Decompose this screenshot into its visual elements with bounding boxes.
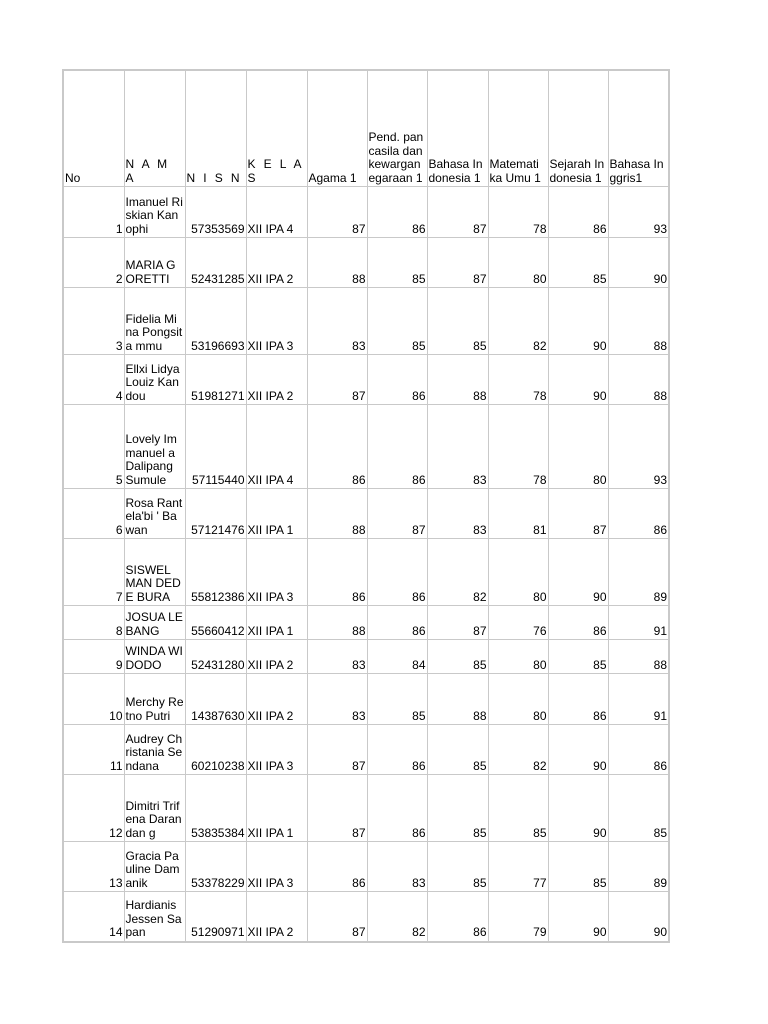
cell-matematika: 80 — [488, 539, 548, 606]
cell-pkn: 86 — [367, 725, 427, 775]
cell-pkn: 85 — [367, 238, 427, 288]
cell-matematika: 76 — [488, 606, 548, 640]
cell-sejarah: 90 — [548, 288, 608, 355]
cell-bahasa-inggris: 90 — [608, 892, 669, 942]
header-pkn: Pend. pancasila dan kewargan egaraan 1 — [367, 70, 427, 187]
cell-kelas: XII IPA 3 — [246, 842, 307, 892]
cell-no: 9 — [63, 640, 124, 674]
header-matematika: Matemati ka Umu 1 — [488, 70, 548, 187]
cell-nisn: 51981271 — [185, 355, 246, 405]
cell-bahasa-inggris: 88 — [608, 355, 669, 405]
cell-kelas: XII IPA 4 — [246, 405, 307, 489]
cell-kelas: XII IPA 1 — [246, 606, 307, 640]
cell-pkn: 85 — [367, 674, 427, 725]
cell-bahasa-indonesia: 87 — [427, 187, 488, 238]
cell-matematika: 80 — [488, 238, 548, 288]
cell-pkn: 86 — [367, 355, 427, 405]
cell-nama: SISWEL MAN DEDE BURA — [124, 539, 185, 606]
cell-bahasa-indonesia: 85 — [427, 725, 488, 775]
cell-nama: MARIA GORETTI — [124, 238, 185, 288]
cell-nama: Imanuel Riskian Kanophi — [124, 187, 185, 238]
cell-no: 3 — [63, 288, 124, 355]
cell-no: 10 — [63, 674, 124, 725]
header-no: No — [63, 70, 124, 187]
table-row — [63, 355, 669, 405]
cell-bahasa-indonesia: 85 — [427, 775, 488, 842]
cell-bahasa-inggris: 89 — [608, 539, 669, 606]
cell-agama: 83 — [307, 674, 367, 725]
cell-pkn: 86 — [367, 405, 427, 489]
header-bahasa-inggris: Bahasa Inggris1 — [608, 70, 669, 187]
cell-sejarah: 90 — [548, 892, 608, 942]
table-row — [63, 489, 669, 539]
cell-nama: Lovely Immanuel a Dalipang Sumule — [124, 405, 185, 489]
cell-bahasa-indonesia: 88 — [427, 674, 488, 725]
cell-agama: 83 — [307, 288, 367, 355]
cell-bahasa-inggris: 90 — [608, 238, 669, 288]
cell-nama: Hardianis Jessen Sapan — [124, 892, 185, 942]
cell-nisn: 53378229 — [185, 842, 246, 892]
table-row — [63, 606, 669, 640]
cell-nisn: 57353569 — [185, 187, 246, 238]
cell-agama: 88 — [307, 489, 367, 539]
cell-nama: Rosa Rantela'bi ' Bawan — [124, 489, 185, 539]
cell-nisn: 55812386 — [185, 539, 246, 606]
cell-nisn: 60210238 — [185, 725, 246, 775]
header-agama: Agama 1 — [307, 70, 367, 187]
cell-no: 8 — [63, 606, 124, 640]
cell-kelas: XII IPA 4 — [246, 187, 307, 238]
header-row — [63, 70, 669, 187]
table-row — [63, 775, 669, 842]
cell-bahasa-indonesia: 85 — [427, 842, 488, 892]
cell-nama: Merchy Retno Putri — [124, 674, 185, 725]
header-nisn: N I S N — [185, 70, 246, 187]
cell-matematika: 79 — [488, 892, 548, 942]
cell-kelas: XII IPA 2 — [246, 674, 307, 725]
cell-pkn: 85 — [367, 288, 427, 355]
header-nama: N A M A — [124, 70, 185, 187]
cell-matematika: 82 — [488, 288, 548, 355]
cell-sejarah: 86 — [548, 674, 608, 725]
cell-no: 4 — [63, 355, 124, 405]
cell-bahasa-inggris: 91 — [608, 606, 669, 640]
cell-matematika: 82 — [488, 725, 548, 775]
cell-sejarah: 85 — [548, 842, 608, 892]
cell-no: 1 — [63, 187, 124, 238]
cell-matematika: 78 — [488, 187, 548, 238]
cell-sejarah: 90 — [548, 539, 608, 606]
table-row — [63, 640, 669, 674]
cell-sejarah: 90 — [548, 355, 608, 405]
cell-nama: JOSUA LEBANG — [124, 606, 185, 640]
cell-bahasa-inggris: 88 — [608, 640, 669, 674]
cell-pkn: 83 — [367, 842, 427, 892]
cell-sejarah: 87 — [548, 489, 608, 539]
cell-nisn: 53835384 — [185, 775, 246, 842]
cell-sejarah: 90 — [548, 775, 608, 842]
cell-bahasa-indonesia: 88 — [427, 355, 488, 405]
cell-bahasa-inggris: 89 — [608, 842, 669, 892]
cell-no: 13 — [63, 842, 124, 892]
cell-kelas: XII IPA 3 — [246, 725, 307, 775]
cell-sejarah: 80 — [548, 405, 608, 489]
cell-nama: Gracia Pauline Damanik — [124, 842, 185, 892]
cell-no: 7 — [63, 539, 124, 606]
cell-bahasa-indonesia: 87 — [427, 238, 488, 288]
cell-pkn: 82 — [367, 892, 427, 942]
cell-nisn: 14387630 — [185, 674, 246, 725]
cell-agama: 86 — [307, 539, 367, 606]
cell-bahasa-inggris: 88 — [608, 288, 669, 355]
table-row — [63, 892, 669, 942]
cell-bahasa-inggris: 86 — [608, 489, 669, 539]
cell-pkn: 86 — [367, 606, 427, 640]
table-row — [63, 288, 669, 355]
cell-nama: Dimitri Trifena Darandan g — [124, 775, 185, 842]
cell-kelas: XII IPA 2 — [246, 640, 307, 674]
header-sejarah: Sejarah Indonesia 1 — [548, 70, 608, 187]
cell-matematika: 85 — [488, 775, 548, 842]
cell-agama: 87 — [307, 725, 367, 775]
cell-nama: Audrey Christania Sendana — [124, 725, 185, 775]
cell-pkn: 84 — [367, 640, 427, 674]
cell-bahasa-inggris: 93 — [608, 405, 669, 489]
cell-sejarah: 86 — [548, 606, 608, 640]
cell-bahasa-indonesia: 86 — [427, 892, 488, 942]
table-row — [63, 187, 669, 238]
cell-pkn: 87 — [367, 489, 427, 539]
cell-sejarah: 90 — [548, 725, 608, 775]
cell-agama: 87 — [307, 775, 367, 842]
cell-nisn: 51290971 — [185, 892, 246, 942]
cell-matematika: 77 — [488, 842, 548, 892]
cell-nisn: 53196693 — [185, 288, 246, 355]
table-row — [63, 725, 669, 775]
cell-kelas: XII IPA 3 — [246, 288, 307, 355]
cell-matematika: 80 — [488, 674, 548, 725]
cell-agama: 86 — [307, 842, 367, 892]
cell-no: 11 — [63, 725, 124, 775]
cell-matematika: 78 — [488, 355, 548, 405]
cell-nama: Ellxi Lidya Louiz Kandou — [124, 355, 185, 405]
cell-agama: 87 — [307, 187, 367, 238]
cell-sejarah: 85 — [548, 640, 608, 674]
cell-nisn: 52431280 — [185, 640, 246, 674]
cell-bahasa-indonesia: 83 — [427, 405, 488, 489]
cell-no: 5 — [63, 405, 124, 489]
cell-pkn: 86 — [367, 539, 427, 606]
cell-bahasa-indonesia: 85 — [427, 288, 488, 355]
cell-bahasa-inggris: 91 — [608, 674, 669, 725]
cell-pkn: 86 — [367, 775, 427, 842]
cell-nama: WINDA WIDODO — [124, 640, 185, 674]
cell-bahasa-inggris: 93 — [608, 187, 669, 238]
cell-kelas: XII IPA 2 — [246, 355, 307, 405]
cell-sejarah: 85 — [548, 238, 608, 288]
header-kelas: K E L A S — [246, 70, 307, 187]
table-row — [63, 674, 669, 725]
cell-no: 14 — [63, 892, 124, 942]
cell-agama: 83 — [307, 640, 367, 674]
cell-sejarah: 86 — [548, 187, 608, 238]
cell-agama: 87 — [307, 355, 367, 405]
cell-agama: 88 — [307, 606, 367, 640]
cell-nisn: 57121476 — [185, 489, 246, 539]
cell-bahasa-indonesia: 82 — [427, 539, 488, 606]
cell-bahasa-indonesia: 83 — [427, 489, 488, 539]
cell-no: 12 — [63, 775, 124, 842]
cell-pkn: 86 — [367, 187, 427, 238]
cell-kelas: XII IPA 3 — [246, 539, 307, 606]
cell-matematika: 78 — [488, 405, 548, 489]
cell-kelas: XII IPA 1 — [246, 489, 307, 539]
header-bahasa-indonesia: Bahasa Indonesia 1 — [427, 70, 488, 187]
cell-nisn: 55660412 — [185, 606, 246, 640]
cell-nisn: 52431285 — [185, 238, 246, 288]
cell-agama: 86 — [307, 405, 367, 489]
cell-nisn: 57115440 — [185, 405, 246, 489]
cell-kelas: XII IPA 1 — [246, 775, 307, 842]
cell-kelas: XII IPA 2 — [246, 892, 307, 942]
table-row — [63, 405, 669, 489]
cell-matematika: 80 — [488, 640, 548, 674]
cell-agama: 87 — [307, 892, 367, 942]
cell-agama: 88 — [307, 238, 367, 288]
table-row — [63, 539, 669, 606]
cell-no: 6 — [63, 489, 124, 539]
cell-bahasa-indonesia: 87 — [427, 606, 488, 640]
cell-bahasa-indonesia: 85 — [427, 640, 488, 674]
cell-matematika: 81 — [488, 489, 548, 539]
table-row — [63, 238, 669, 288]
cell-bahasa-inggris: 85 — [608, 775, 669, 842]
cell-bahasa-inggris: 86 — [608, 725, 669, 775]
grades-table — [62, 69, 670, 943]
cell-nama: Fidelia Mina Pongsita mmu — [124, 288, 185, 355]
table-body — [63, 187, 669, 942]
cell-kelas: XII IPA 2 — [246, 238, 307, 288]
table-row — [63, 842, 669, 892]
cell-no: 2 — [63, 238, 124, 288]
